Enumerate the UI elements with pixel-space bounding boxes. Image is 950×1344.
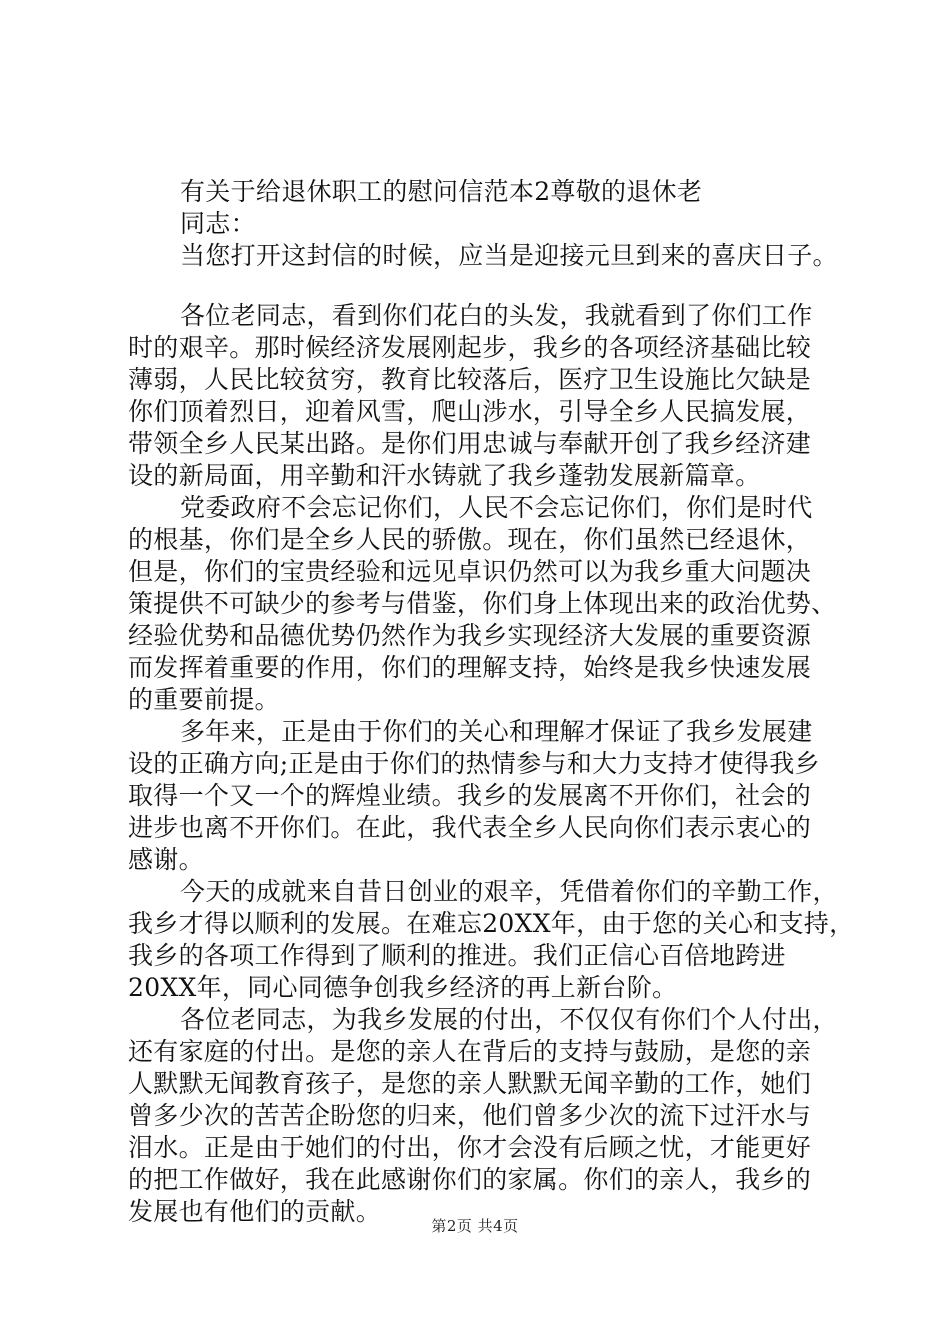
paragraph-5-line-5: 泪水。正是由于她们的付出，你才会没有后顾之忧，才能更好 bbox=[128, 1133, 812, 1162]
paragraph-4-line-1: 今天的成就来自昔日创业的艰辛，凭借着你们的辛勤工作， bbox=[180, 877, 838, 906]
paragraph-2-line-5: 经验优势和品德优势仍然作为我乡实现经济大发展的重要资源 bbox=[128, 621, 812, 650]
paragraph-3-line-5: 感谢。 bbox=[128, 845, 204, 874]
paragraph-1-line-6: 设的新局面，用辛勤和汗水铸就了我乡蓬勃发展新篇章。 bbox=[128, 461, 761, 490]
paragraph-2-line-4: 策提供不可缺少的参考与借鉴，你们身上体现出来的政治优势、 bbox=[128, 589, 837, 618]
paragraph-2-line-3: 但是，你们的宝贵经验和远见卓识仍然可以为我乡重大问题决 bbox=[128, 557, 812, 586]
paragraph-3-line-2: 设的正确方向;正是由于你们的热情参与和大力支持才使得我乡 bbox=[128, 749, 820, 778]
paragraph-5-line-6: 的把工作做好，我在此感谢你们的家属。你们的亲人，我乡的 bbox=[128, 1165, 812, 1194]
paragraph-5-line-2: 还有家庭的付出。是您的亲人在背后的支持与鼓励，是您的亲 bbox=[128, 1037, 812, 1066]
paragraph-3-line-1: 多年来，正是由于你们的关心和理解才保证了我乡发展建 bbox=[180, 717, 813, 746]
paragraph-2-line-6: 而发挥着重要的作用，你们的理解支持，始终是我乡快速发展 bbox=[128, 653, 812, 682]
paragraph-2-line-1: 党委政府不会忘记你们，人民不会忘记你们，你们是时代 bbox=[180, 493, 813, 522]
paragraph-1-line-5: 带领全乡人民某出路。是你们用忠诚与奉献开创了我乡经济建 bbox=[128, 429, 812, 458]
paragraph-1-line-4: 你们顶着烈日，迎着风雪，爬山涉水，引导全乡人民搞发展， bbox=[128, 397, 812, 426]
letter-title-line: 有关于给退休职工的慰问信范本2尊敬的退休老 bbox=[180, 177, 703, 206]
paragraph-4-line-2: 我乡才得以顺利的发展。在难忘20XX年，由于您的关心和支持， bbox=[128, 909, 855, 938]
paragraph-2-line-7: 的重要前提。 bbox=[128, 685, 280, 714]
opening-line: 当您打开这封信的时候，应当是迎接元旦到来的喜庆日子。 bbox=[180, 241, 838, 270]
paragraph-4-line-3: 我乡的各项工作得到了顺利的推进。我们正信心百倍地跨进 bbox=[128, 941, 786, 970]
paragraph-1-line-1: 各位老同志，看到你们花白的头发，我就看到了你们工作 bbox=[180, 301, 813, 330]
paragraph-4-line-4: 20XX年，同心同德争创我乡经济的再上新台阶。 bbox=[128, 973, 678, 1002]
paragraph-5-line-3: 人默默无闻教育孩子，是您的亲人默默无闻辛勤的工作，她们 bbox=[128, 1069, 812, 1098]
paragraph-2-line-2: 的根基，你们是全乡人民的骄傲。现在，你们虽然已经退休， bbox=[128, 525, 812, 554]
paragraph-3-line-4: 进步也离不开你们。在此，我代表全乡人民向你们表示衷心的 bbox=[128, 813, 812, 842]
paragraph-1-line-3: 薄弱，人民比较贫穷，教育比较落后，医疗卫生设施比欠缺是 bbox=[128, 365, 812, 394]
paragraph-5-line-1: 各位老同志，为我乡发展的付出，不仅仅有你们个人付出， bbox=[180, 1005, 838, 1034]
paragraph-1-line-2: 时的艰辛。那时候经济发展刚起步，我乡的各项经济基础比较 bbox=[128, 333, 812, 362]
paragraph-5-line-7: 发展也有他们的贡献。 bbox=[128, 1197, 382, 1226]
paragraph-3-line-3: 取得一个又一个的辉煌业绩。我乡的发展离不开你们，社会的 bbox=[128, 781, 812, 810]
paragraph-5-line-4: 曾多少次的苦苦企盼您的归来，他们曾多少次的流下过汗水与 bbox=[128, 1101, 812, 1130]
salutation-line: 同志： bbox=[180, 209, 256, 238]
page-number-footer: 第2页 共4页 bbox=[431, 1217, 519, 1235]
